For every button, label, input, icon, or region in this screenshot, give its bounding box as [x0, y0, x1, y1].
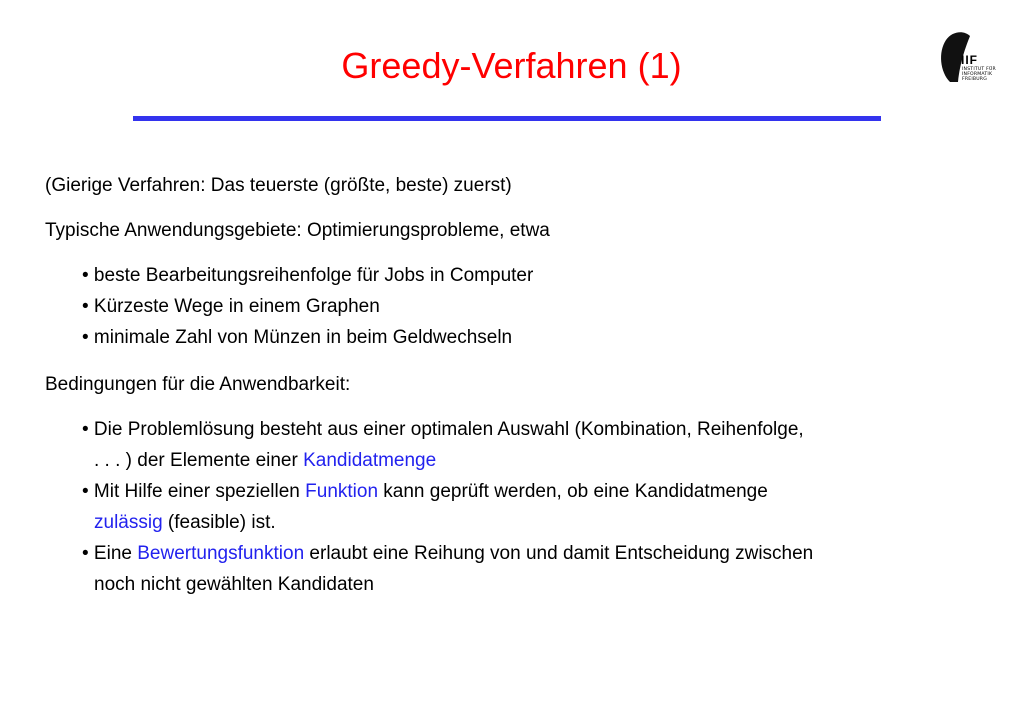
- condition-1-line-2: [94, 449, 436, 473]
- term-bewertungsfunktion: Bewertungsfunktion: [137, 543, 305, 564]
- term-funktion: Funktion: [305, 481, 379, 502]
- condition-3-line-2: noch nicht gewählten Kandidaten: [94, 574, 374, 595]
- logo-line-2: INFORMATIK: [962, 72, 993, 77]
- condition-2-text-end: (feasible) ist.: [162, 512, 276, 533]
- logo-abbreviation: IIF: [961, 53, 978, 67]
- condition-3-text-pre: • Eine: [82, 543, 138, 564]
- condition-2-line-1: [82, 480, 768, 504]
- condition-1-line-1: • Die Problemlösung besteht aus einer optimalen Auswahl (Kombination, Reihenfolge,: [82, 419, 804, 440]
- section2-heading: Bedingungen für die Anwendbarkeit:: [45, 374, 351, 395]
- logo-line-3: FREIBURG: [962, 77, 987, 82]
- intro-text: (Gierige Verfahren: Das teuerste (größte, beste) zuerst): [45, 175, 512, 196]
- condition-1-text: . . . ) der Elemente einer: [94, 450, 304, 471]
- condition-2-line-2: [94, 511, 276, 535]
- condition-3-line-1: [82, 542, 813, 566]
- logo-line-1: INSTITUT FÜR: [962, 67, 996, 72]
- condition-2-text-post: kann geprüft werden, ob eine Kandidatmenge: [378, 481, 768, 502]
- term-kandidatmenge: Kandidatmenge: [303, 450, 437, 471]
- section1-item-1: • beste Bearbeitungsreihenfolge für Jobs in Computer: [82, 265, 534, 286]
- slide-title: Greedy-Verfahren (1): [341, 45, 682, 86]
- condition-3-text-post: erlaubt eine Reihung von und damit Entscheidung zwischen: [304, 543, 814, 564]
- section1-item-3: • minimale Zahl von Münzen in beim Geldwechseln: [82, 327, 513, 348]
- iif-logo: [936, 28, 996, 84]
- section1-heading: Typische Anwendungsgebiete: Optimierungsprobleme, etwa: [45, 220, 550, 241]
- title-underline: [133, 116, 881, 121]
- condition-2-text-pre: • Mit Hilfe einer speziellen: [82, 481, 306, 502]
- term-zulaessig: zulässig: [94, 512, 163, 533]
- section1-item-2: • Kürzeste Wege in einem Graphen: [82, 296, 380, 317]
